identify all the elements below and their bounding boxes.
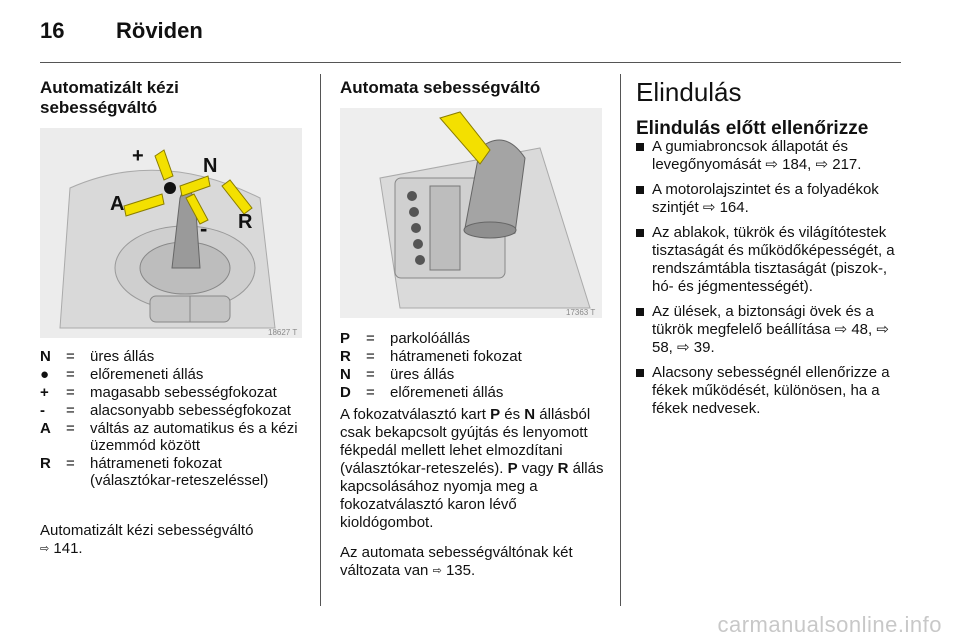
fig-label-r: R <box>238 211 253 233</box>
section-title-starting: Elindulás <box>636 77 742 107</box>
automatic-gearbox-illustration <box>340 108 602 318</box>
legend-eq: = <box>66 402 75 419</box>
legend-row <box>340 330 610 348</box>
legend-table-automatic <box>340 330 610 402</box>
fig-label-a: A <box>110 193 125 215</box>
item-text: Az ablakok, tükrök és világítótestek tisztaságát és működőképességét, a rendszámtábla tisztaságát (piszok-, hó- és jégmentességét). <box>652 224 895 295</box>
para-bold: P <box>507 460 518 477</box>
para-text: és <box>500 406 525 423</box>
para-text: A fokozatválasztó kart <box>340 406 491 423</box>
selector-lever-paragraph <box>340 406 610 532</box>
item-page-refs[interactable]: ⇨ 184, ⇨ 217. <box>761 156 862 173</box>
page-header-title: Röviden <box>116 18 203 43</box>
legend-key: N <box>340 366 351 383</box>
fig-label-n: N <box>203 155 218 177</box>
bullet-square-icon <box>636 143 644 151</box>
fig-label-minus: - <box>200 216 208 241</box>
para-bold: R <box>557 460 569 477</box>
legend-key: N <box>40 348 51 365</box>
page-ref-arrow-icon[interactable]: ⇨ <box>40 543 50 555</box>
bullet-square-icon <box>636 369 644 377</box>
legend-row <box>40 420 310 455</box>
legend-text: alacsonyabb sebességfokozat <box>90 402 291 419</box>
legend-key: A <box>40 420 51 437</box>
figure-code: 17363 T <box>566 308 596 317</box>
legend-eq: = <box>66 455 75 472</box>
versions-paragraph <box>340 544 610 580</box>
column-divider <box>320 74 321 606</box>
legend-text: előremeneti állás <box>90 366 204 383</box>
section-heading-automated-manual: Automatizált kézi sebességváltó <box>40 78 179 117</box>
page-number: 16 <box>40 18 65 43</box>
manual-gearbox-illustration <box>40 128 302 338</box>
legend-row <box>40 348 310 366</box>
legend-text: hátrameneti fokozat <box>390 348 522 365</box>
legend-text: üres állás <box>90 348 155 365</box>
bullet-square-icon <box>636 229 644 237</box>
para-bold: N <box>524 406 536 423</box>
bullet-square-icon <box>636 186 644 194</box>
legend-key: + <box>40 384 49 401</box>
figure-code: 18627 T <box>268 328 298 337</box>
legend-text: magasabb sebességfokozat <box>90 384 277 401</box>
legend-text: parkolóállás <box>390 330 471 347</box>
legend-eq: = <box>366 330 375 347</box>
section-heading-automatic: Automata sebességváltó <box>340 78 541 97</box>
legend-eq: = <box>366 384 375 401</box>
cross-reference-manual <box>40 522 310 558</box>
legend-key: P <box>340 330 351 347</box>
para-text: Az automata sebességváltónak két változata van <box>340 544 573 579</box>
legend-eq: = <box>66 366 75 383</box>
item-text: A gumiabroncsok állapotát és levegőnyomását <box>652 138 848 173</box>
header-rule <box>40 62 901 63</box>
para-text: állásból csak bekapcsolt gyújtás és lenyomott fékpedál mellett lehet elmozdítani (választókar-reteszelés). <box>340 406 591 477</box>
subsection-heading-checks: Elindulás előtt ellenőrizze <box>636 118 869 139</box>
column-divider <box>620 74 621 606</box>
legend-eq: = <box>66 420 75 437</box>
para-bold: P <box>490 406 501 423</box>
legend-eq: = <box>66 348 75 365</box>
legend-row <box>340 366 610 384</box>
legend-row <box>40 455 310 490</box>
page-ref-arrow-icon[interactable]: ⇨ <box>432 565 442 577</box>
page-ref-link[interactable]: 135. <box>445 562 476 579</box>
fig-label-plus: + <box>132 145 144 167</box>
legend-text: váltás az automatikus és a kézi üzemmód között <box>90 420 298 454</box>
checklist <box>636 138 906 425</box>
checklist-item <box>636 224 906 296</box>
item-text: A motorolajszintet és a folyadékok szintjét <box>652 181 879 216</box>
legend-text: előremeneti állás <box>390 384 504 401</box>
para-text: vagy <box>517 460 558 477</box>
legend-key: - <box>40 402 45 419</box>
item-page-refs[interactable]: ⇨ 164. <box>698 199 749 216</box>
legend-text: hátrameneti fokozat (választókar-reteszeléssel) <box>90 455 269 489</box>
item-text: Az ülések, a biztonsági övek és a tükrök megfelelő beállítása <box>652 303 874 338</box>
checklist-item <box>636 138 906 174</box>
checklist-item <box>636 364 906 418</box>
legend-text: üres állás <box>390 366 455 383</box>
ref-text: Automatizált kézi sebességváltó <box>40 522 254 539</box>
checklist-item <box>636 181 906 217</box>
legend-eq: = <box>366 348 375 365</box>
legend-eq: = <box>66 384 75 401</box>
para-text: állás kapcsolásához nyomja meg a fokozatválasztó karon lévő kioldógombot. <box>340 460 604 531</box>
watermark: carmanualsonline.info <box>717 612 942 637</box>
legend-key: R <box>340 348 351 365</box>
bullet-square-icon <box>636 308 644 316</box>
legend-row <box>340 384 610 402</box>
legend-row <box>40 402 310 420</box>
legend-row <box>340 348 610 366</box>
checklist-item <box>636 303 906 357</box>
item-page-refs[interactable]: ⇨ 48, ⇨ 58, ⇨ 39. <box>652 321 889 356</box>
legend-row <box>40 366 310 384</box>
legend-key: R <box>40 455 51 472</box>
legend-row <box>40 384 310 402</box>
legend-eq: = <box>366 366 375 383</box>
item-text: Alacsony sebességnél ellenőrizze a fékek működését, különösen, ha a fékek nedvesek. <box>652 364 890 417</box>
legend-table-manual <box>40 348 310 490</box>
legend-key: ● <box>40 366 50 383</box>
page-ref-link[interactable]: 141. <box>53 540 83 557</box>
legend-key: D <box>340 384 351 401</box>
